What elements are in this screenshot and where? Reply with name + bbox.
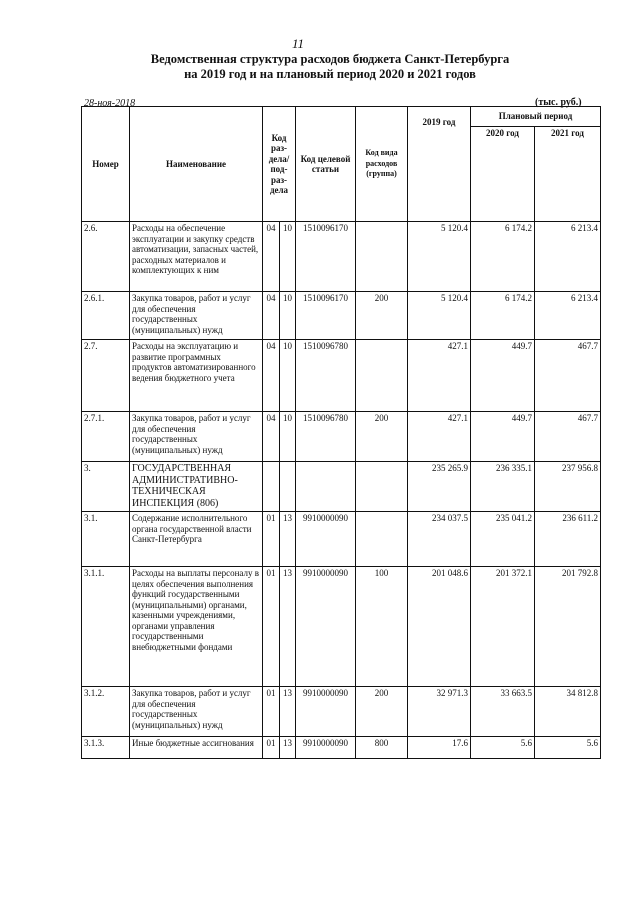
row-section-code: 04: [263, 340, 280, 412]
header-2020: 2020 год: [471, 127, 535, 222]
row-target-code: 1510096170: [296, 292, 356, 340]
header-2021: 2021 год: [535, 127, 601, 222]
table-row: [82, 687, 601, 737]
header-name: Наименование: [130, 107, 263, 222]
row-value-2021: 201 792.8: [535, 567, 601, 687]
table-row: [82, 412, 601, 462]
row-number: 2.7.1.: [82, 412, 130, 462]
row-value-2020: 5.6: [471, 737, 535, 759]
units-label: (тыс. руб.): [535, 97, 582, 108]
row-name: Иные бюджетные ассигнования: [130, 737, 263, 759]
row-value-2019: 17.6: [408, 737, 471, 759]
table-row: [82, 292, 601, 340]
row-value-2021: 467.7: [535, 412, 601, 462]
row-value-2020: 201 372.1: [471, 567, 535, 687]
row-value-2019: 5 120.4: [408, 222, 471, 292]
row-value-2020: 449.7: [471, 412, 535, 462]
row-number: 3.: [82, 462, 130, 512]
row-number: 3.1.2.: [82, 687, 130, 737]
header-target: Код целевой статьи: [296, 107, 356, 222]
table-row: [82, 512, 601, 567]
row-subsection-code: 10: [280, 222, 296, 292]
table-row: [82, 737, 601, 759]
row-subsection-code: 13: [280, 687, 296, 737]
row-subsection-code: 10: [280, 412, 296, 462]
row-value-2021: 5.6: [535, 737, 601, 759]
row-expense-type: [356, 340, 408, 412]
table-row: [82, 222, 601, 292]
row-subsection-code: 10: [280, 292, 296, 340]
row-number: 2.6.: [82, 222, 130, 292]
row-value-2019: 5 120.4: [408, 292, 471, 340]
row-number: 2.7.: [82, 340, 130, 412]
title-line-1: Ведомственная структура расходов бюджета Санкт-Петербурга: [150, 52, 510, 66]
row-value-2020: 6 174.2: [471, 292, 535, 340]
row-name: Расходы на эксплуатацию и развитие программных продуктов автоматизированного ведения бюджетного учета: [130, 340, 263, 412]
row-subsection-code: 13: [280, 567, 296, 687]
row-number: 2.6.1.: [82, 292, 130, 340]
row-value-2021: 6 213.4: [535, 222, 601, 292]
row-target-code: 9910000090: [296, 687, 356, 737]
row-target-code: 1510096780: [296, 412, 356, 462]
row-value-2019: 201 048.6: [408, 567, 471, 687]
row-name: Расходы на обеспечение эксплуатации и закупку средств автоматизации, запасных частей, расходных материалов и комплектующих к ним: [130, 222, 263, 292]
row-expense-type: 200: [356, 292, 408, 340]
row-section-code: 04: [263, 222, 280, 292]
document-date: 28-ноя-2018: [84, 98, 136, 109]
row-value-2019: 427.1: [408, 340, 471, 412]
row-target-code: 9910000090: [296, 512, 356, 567]
row-name: Закупка товаров, работ и услуг для обеспечения государственных (муниципальных) нужд: [130, 687, 263, 737]
row-number: 3.1.: [82, 512, 130, 567]
row-subsection-code: 10: [280, 340, 296, 412]
row-section-code: 04: [263, 412, 280, 462]
row-target-code: [296, 462, 356, 512]
row-value-2019: 427.1: [408, 412, 471, 462]
row-section-code: [263, 462, 280, 512]
table-row: [82, 567, 601, 687]
row-expense-type: 200: [356, 687, 408, 737]
row-name: Закупка товаров, работ и услуг для обеспечения государственных (муниципальных) нужд: [130, 292, 263, 340]
row-value-2020: 449.7: [471, 340, 535, 412]
row-target-code: 1510096780: [296, 340, 356, 412]
page-number: 11: [292, 36, 305, 51]
table-row: [82, 340, 601, 412]
row-subsection-code: 13: [280, 512, 296, 567]
header-2019: 2019 год: [408, 107, 471, 222]
row-target-code: 9910000090: [296, 567, 356, 687]
row-expense-type: 100: [356, 567, 408, 687]
table-row: [82, 462, 601, 512]
row-value-2020: 236 335.1: [471, 462, 535, 512]
row-expense-type: 200: [356, 412, 408, 462]
row-value-2020: 235 041.2: [471, 512, 535, 567]
row-section-code: 01: [263, 737, 280, 759]
row-value-2019: 234 037.5: [408, 512, 471, 567]
title-line-2: на 2019 год и на плановый период 2020 и 2021 годов: [184, 67, 476, 81]
row-name: Закупка товаров, работ и услуг для обеспечения государственных (муниципальных) нужд: [130, 412, 263, 462]
row-section-code: 04: [263, 292, 280, 340]
row-value-2021: 237 956.8: [535, 462, 601, 512]
row-target-code: 1510096170: [296, 222, 356, 292]
row-expense-type: 800: [356, 737, 408, 759]
header-expense-type: Код вида расходов (группа): [356, 107, 408, 222]
row-expense-type: [356, 512, 408, 567]
header-section: Код раз- дела/ под- раз- дела: [263, 107, 296, 222]
row-number: 3.1.3.: [82, 737, 130, 759]
row-value-2020: 33 663.5: [471, 687, 535, 737]
row-section-code: 01: [263, 512, 280, 567]
row-value-2020: 6 174.2: [471, 222, 535, 292]
row-name: Содержание исполнительного органа государственной власти Санкт-Петербурга: [130, 512, 263, 567]
row-value-2021: 34 812.8: [535, 687, 601, 737]
row-expense-type: [356, 222, 408, 292]
row-name: ГОСУДАРСТВЕННАЯ АДМИНИСТРАТИВНО-ТЕХНИЧЕСКАЯ ИНСПЕКЦИЯ (806): [130, 462, 263, 512]
row-section-code: 01: [263, 687, 280, 737]
row-value-2021: 6 213.4: [535, 292, 601, 340]
row-target-code: 9910000090: [296, 737, 356, 759]
row-expense-type: [356, 462, 408, 512]
row-value-2019: 32 971.3: [408, 687, 471, 737]
row-subsection-code: [280, 462, 296, 512]
row-section-code: 01: [263, 567, 280, 687]
row-subsection-code: 13: [280, 737, 296, 759]
row-value-2019: 235 265.9: [408, 462, 471, 512]
row-number: 3.1.1.: [82, 567, 130, 687]
header-number: Номер: [82, 107, 130, 222]
row-value-2021: 467.7: [535, 340, 601, 412]
header-plan-period: Плановый период: [471, 107, 601, 127]
row-value-2021: 236 611.2: [535, 512, 601, 567]
budget-table: [81, 106, 601, 759]
row-name: Расходы на выплаты персоналу в целях обеспечения выполнения функций государственными (муниципальными) органами, казенными учреждениями, органами управления государственными внебюджетными фондами: [130, 567, 263, 687]
document-title: [150, 52, 510, 82]
